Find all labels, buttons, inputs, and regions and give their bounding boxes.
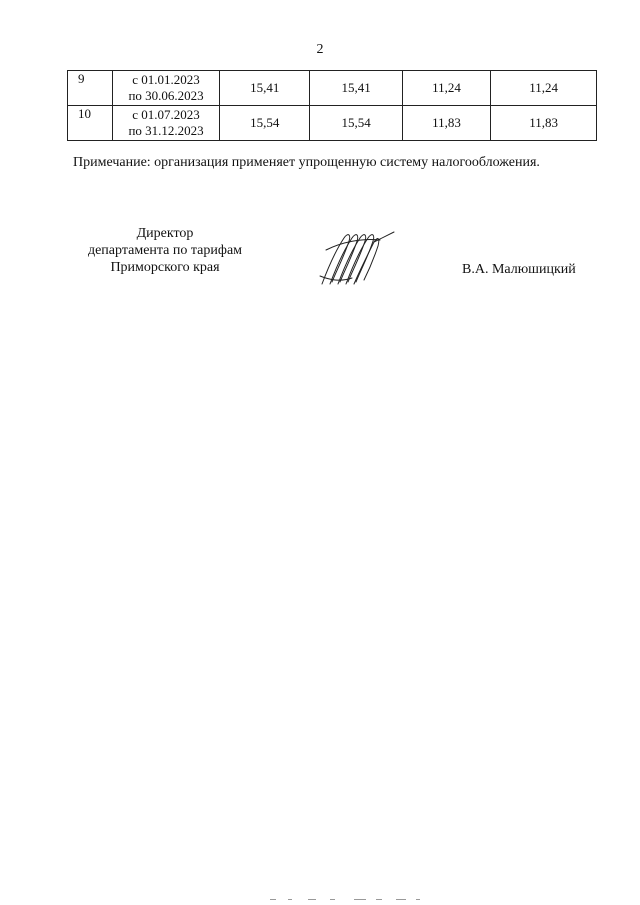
- row-number: 10: [68, 106, 113, 141]
- value-cell: 11,83: [491, 106, 597, 141]
- value-cell: 15,54: [220, 106, 310, 141]
- period-from: с 01.07.2023: [132, 107, 200, 122]
- value-cell: 15,54: [310, 106, 402, 141]
- period-cell: [113, 71, 220, 106]
- page-number: 2: [316, 42, 324, 57]
- tariff-table: [67, 70, 597, 141]
- signer-position-line: департамента по тарифам: [87, 243, 243, 258]
- period-to: по 31.12.2023: [128, 123, 204, 138]
- scan-artifact-line: [268, 898, 428, 901]
- period-cell: [113, 106, 220, 141]
- value-cell: 11,24: [491, 71, 597, 106]
- value-cell: 11,24: [402, 71, 490, 106]
- signer-position: [70, 225, 260, 276]
- signer-name: В.А. Малюшицкий: [462, 262, 576, 277]
- row-number: 9: [68, 71, 113, 106]
- note-text: Примечание: организация применяет упрощенную систему налогообложения.: [73, 155, 540, 170]
- period-to: по 30.06.2023: [128, 88, 204, 103]
- value-cell: 15,41: [220, 71, 310, 106]
- table-row: [68, 106, 597, 141]
- value-cell: 15,41: [310, 71, 402, 106]
- handwritten-signature-icon: [318, 228, 398, 288]
- signer-position-line: Приморского края: [110, 260, 220, 275]
- signer-position-line: Директор: [136, 226, 194, 241]
- period-from: с 01.01.2023: [132, 72, 200, 87]
- table-row: [68, 71, 597, 106]
- value-cell: 11,83: [402, 106, 490, 141]
